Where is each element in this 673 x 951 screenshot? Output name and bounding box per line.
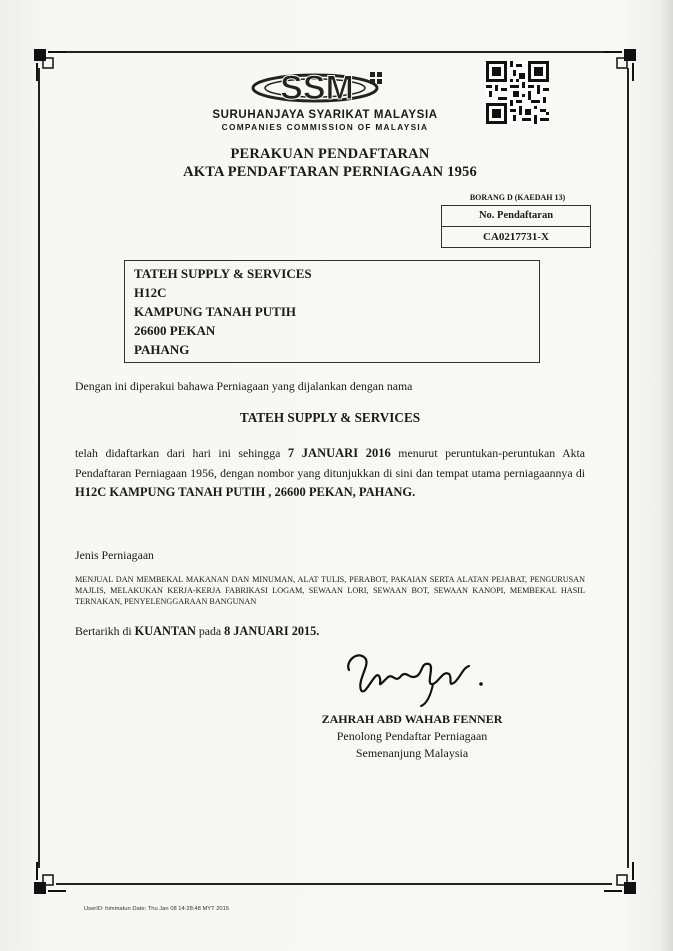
signature-icon: [335, 640, 495, 710]
dated-date: 8 JANUARI 2015.: [224, 624, 320, 638]
registration-statement: telah didaftarkan dari hari ini sehingga 7 JANUARI 2016 menurut peruntukan-peruntukan Akta Pendaftaran Perniagaan 1956, dengan nombor yang ditunjukkan di sini dan tempat utama perniagaannya di H12C KAMPUNG TANAH PUTIH , 26600 PEKAN, PAHANG.: [75, 446, 585, 499]
dated-line: Bertarikh di KUANTAN pada 8 JANUARI 2015.: [75, 624, 320, 638]
address-line: TATEH SUPPLY & SERVICES: [134, 266, 312, 281]
org-name-malay: SURUHANJAYA SYARIKAT MALAYSIA: [212, 109, 438, 121]
business-type-label: Jenis Perniagaan: [75, 548, 154, 562]
certificate-subtitle: AKTA PENDAFTARAN PERNIAGAAN 1956: [183, 164, 477, 180]
signatory-name: ZAHRAH ABD WAHAB FENNER: [321, 712, 503, 726]
business-type-description: MENJUAL DAN MEMBEKAL MAKANAN DAN MINUMAN, ALAT TULIS, PERABOT, PAKAIAN SERTA ALATAN PEJABAT, PENGURUSAN MAJLIS, MELAKUKAN KERJA-KERJA FABRIKASI LOGAM, SEWAAN LORI, SEWAAN BOT, SEWAAN KANOPI, MEMBEKAL HASIL TERNAKAN, PENYELENGGARAAN BANGUNAN: [75, 575, 585, 606]
ssm-logo-icon: [205, 62, 445, 110]
registration-number: CA0217731-X: [483, 231, 549, 243]
page-edge-shadow: [659, 0, 673, 951]
ssm-logo: [205, 62, 445, 137]
address-box: [124, 260, 540, 363]
certification-intro: Dengan ini diperakui bahawa Perniagaan yang dijalankan dengan nama: [75, 379, 413, 393]
business-name: TATEH SUPPLY & SERVICES: [239, 410, 421, 425]
corner-ornament-icon: [600, 45, 640, 85]
form-reference: BORANG D (KAEDAH 13): [469, 193, 566, 202]
address-line: PAHANG: [134, 342, 190, 357]
corner-ornament-icon: [600, 858, 640, 898]
registration-label: No. Pendaftaran: [442, 206, 590, 227]
address-line: KAMPUNG TANAH PUTIH: [134, 304, 297, 319]
qr-code-icon: [486, 61, 549, 124]
address-line: 26600 PEKAN: [134, 323, 216, 338]
registration-box: [441, 205, 591, 248]
signatory-title: Penolong Pendaftar Perniagaan: [336, 729, 488, 743]
org-name-english: COMPANIES COMMISSION OF MALAYSIA: [221, 122, 429, 132]
dated-place: KUANTAN: [134, 624, 196, 638]
certificate-title: PERAKUAN PENDAFTARAN: [230, 146, 430, 162]
principal-place: H12C KAMPUNG TANAH PUTIH , 26600 PEKAN, PAHANG.: [75, 485, 416, 499]
corner-ornament-icon: [30, 858, 70, 898]
signatory-region: Semenanjung Malaysia: [355, 746, 469, 760]
svg-text:SSM: SSM: [280, 69, 354, 107]
corner-ornament-icon: [30, 45, 70, 85]
footer-user-stamp: UserID: himmatun Date: Thu Jan 08 14:28:48 MYT 2015: [84, 906, 230, 912]
expiry-date: 7 JANUARI 2016: [287, 446, 391, 460]
address-line: H12C: [134, 285, 167, 300]
